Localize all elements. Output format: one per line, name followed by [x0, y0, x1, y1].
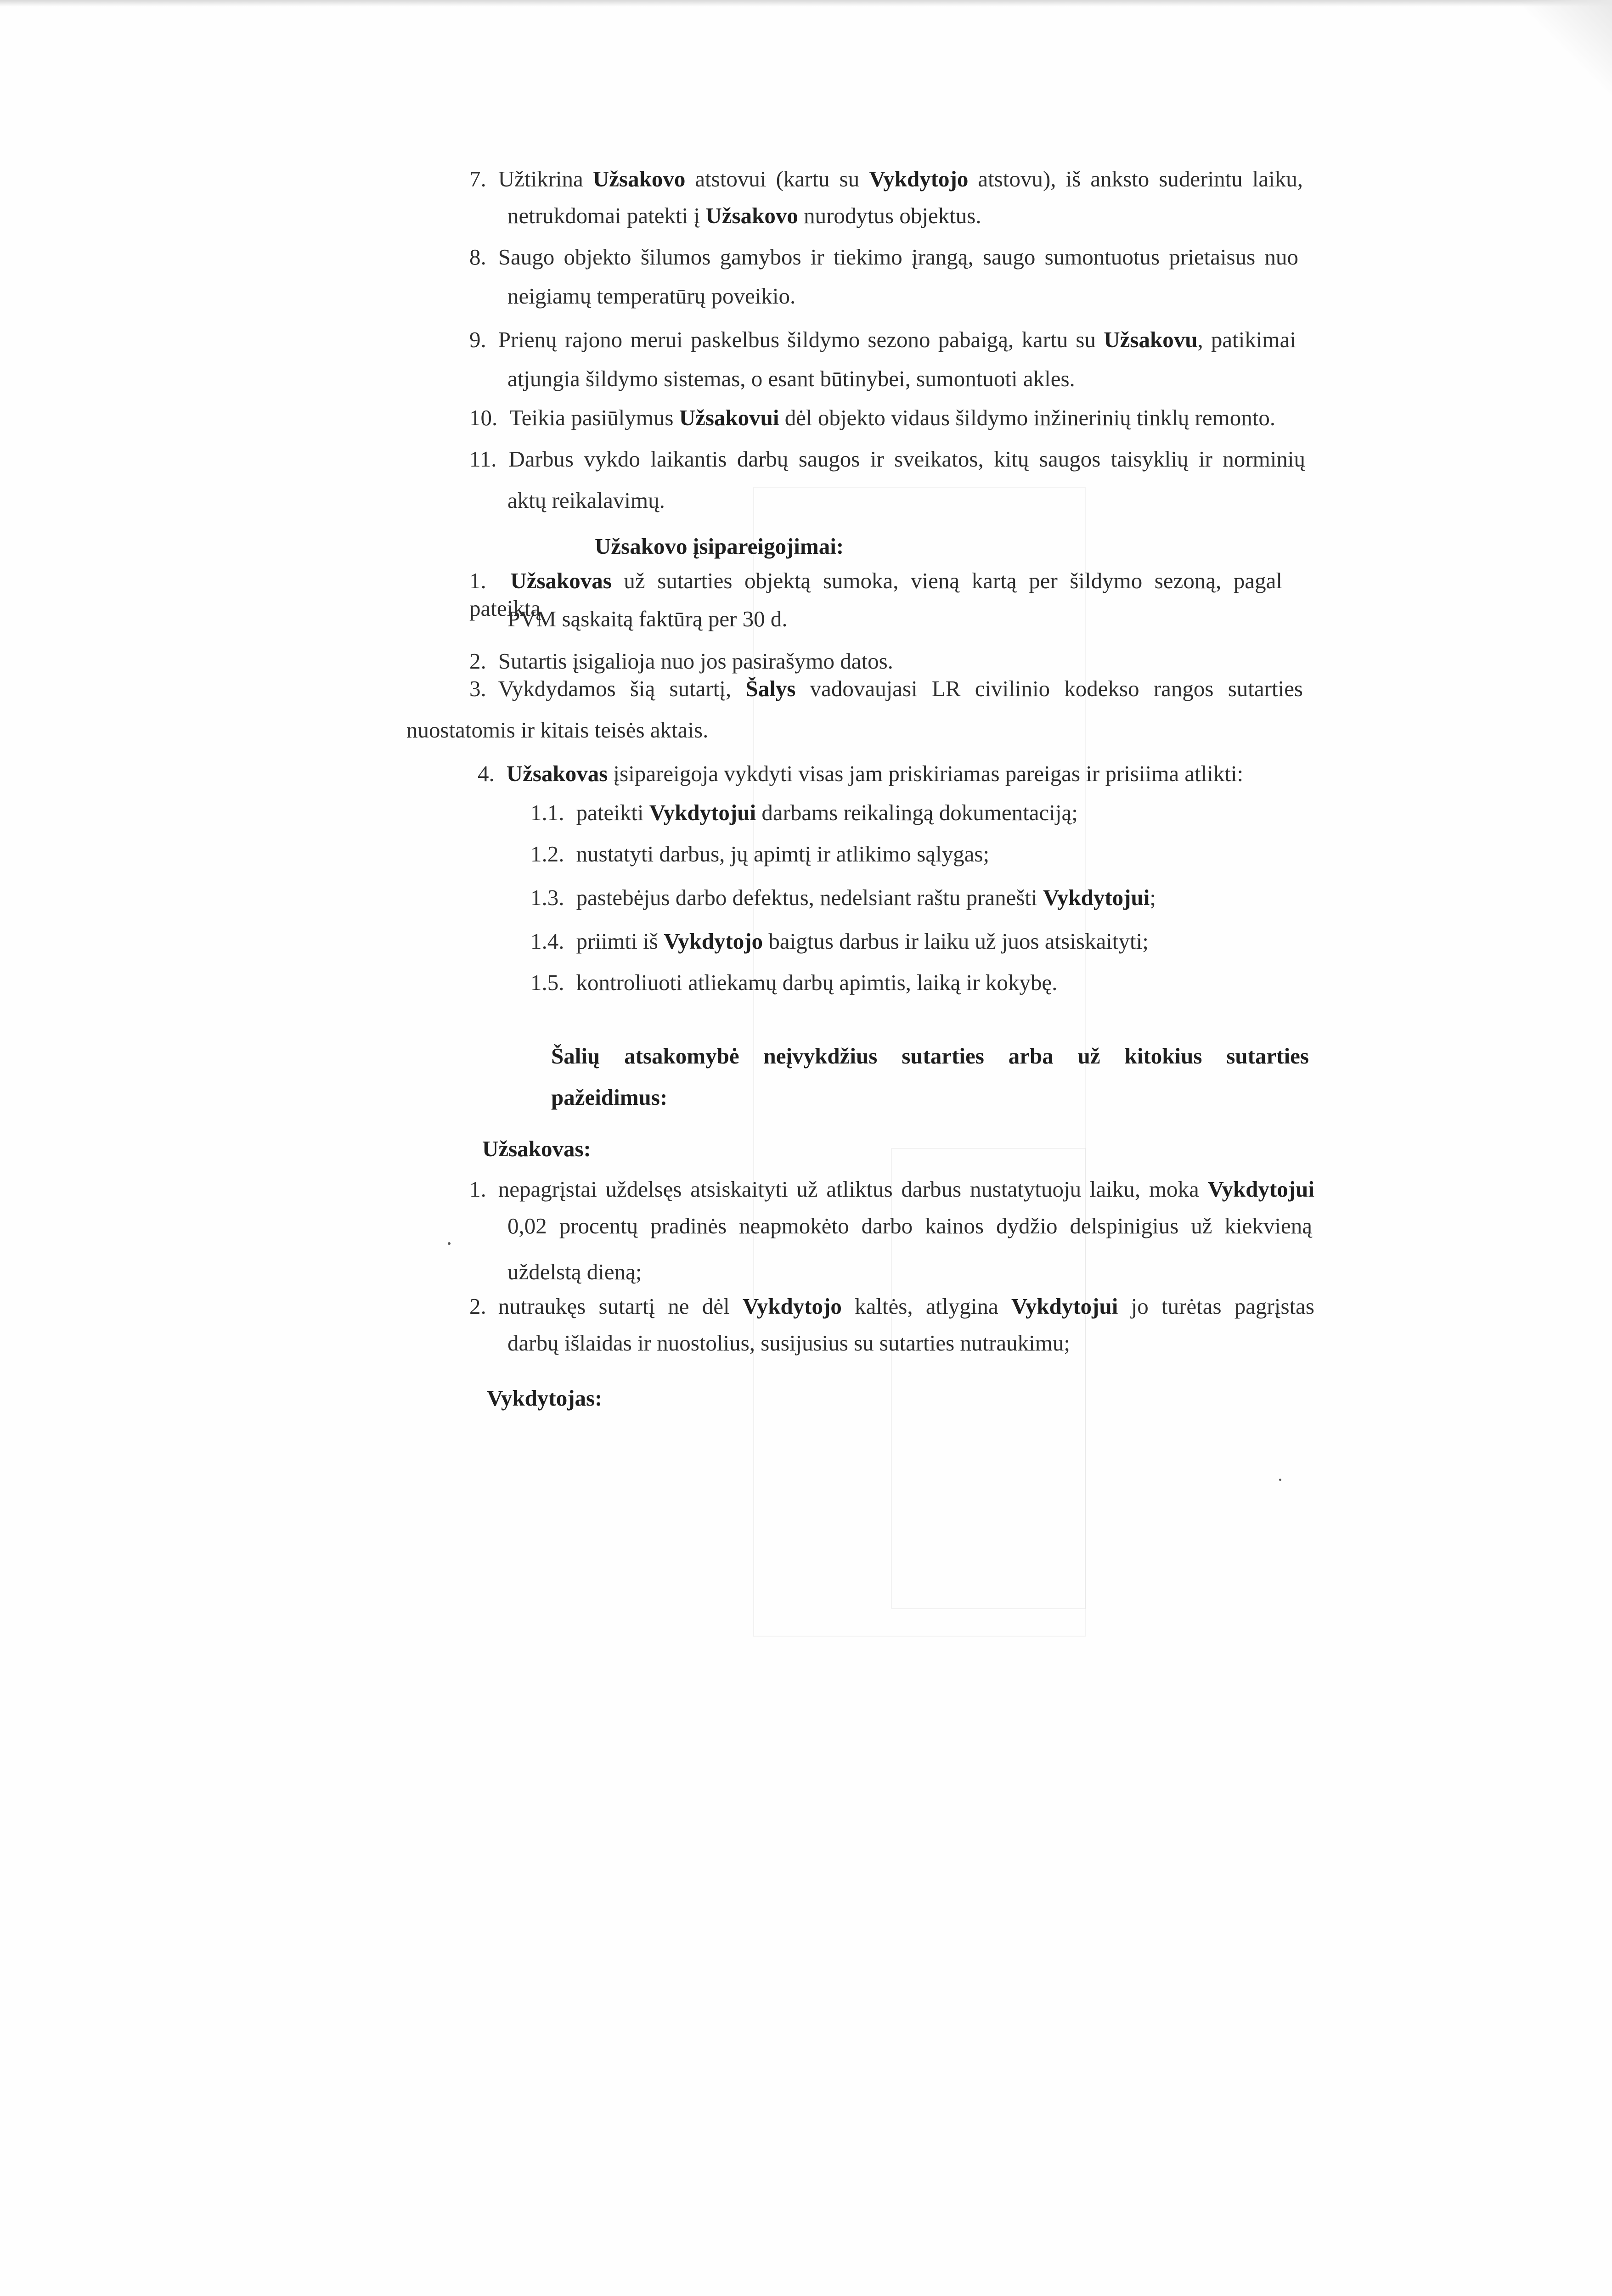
- obligation-item: [469, 404, 1275, 432]
- liability-item-2-cont: darbų išlaidas ir nuostolius, susijusius su sutarties nutraukimu;: [507, 1330, 1070, 1356]
- item-text: netrukdomai patekti į: [507, 203, 706, 228]
- item-text: ;: [1150, 885, 1156, 910]
- uzsakovo-subitem: [530, 928, 1149, 955]
- party-name: Užsakovo: [705, 203, 798, 228]
- item-text: už sutarties objektą sumoka, vieną kartą per šildymo sezoną, pagal pateiktą: [469, 568, 1283, 621]
- party-name: Vykdytojo: [869, 166, 969, 191]
- uzsakovo-item-2: [469, 647, 893, 675]
- item-number: 1.4.: [530, 929, 564, 954]
- uzsakovo-item-3: [469, 675, 1303, 703]
- vykdytojas-label: Vykdytojas:: [487, 1385, 603, 1411]
- obligation-item-cont: [507, 282, 795, 310]
- uzsakovo-item-3-cont: nuostatomis ir kitais teisės aktais.: [406, 717, 709, 743]
- liability-item-1: [469, 1176, 1314, 1203]
- item-text: , patikimai: [1197, 327, 1296, 352]
- item-text: Sutartis įsigalioja nuo jos pasirašymo datos.: [498, 648, 893, 674]
- item-text: nepagrįstai uždelsęs atsiskaityti už atliktus darbus nustatytuoju laiku, moka: [498, 1176, 1208, 1202]
- party-name: Užsakovui: [679, 405, 779, 430]
- scan-corner-shadow: [1511, 0, 1612, 119]
- item-number: 1.1.: [530, 800, 564, 825]
- item-text: nurodytus objektus.: [798, 203, 981, 228]
- item-text: atstovui (kartu su: [685, 166, 869, 191]
- item-number: 8.: [469, 244, 486, 270]
- party-name: Užsakovas: [510, 568, 612, 593]
- item-text: nutraukęs sutartį ne dėl: [498, 1294, 743, 1319]
- scan-speck: [448, 1242, 451, 1245]
- party-name: Vykdytojui: [1043, 885, 1150, 910]
- obligation-item-cont: [507, 365, 1075, 393]
- item-text: pateikti: [576, 800, 649, 825]
- party-name: Vykdytojui: [649, 800, 756, 825]
- item-text: įsipareigoja vykdyti visas jam priskiriamas pareigas ir prisiima atlikti:: [608, 761, 1244, 786]
- party-name: Vykdytojui: [1011, 1294, 1118, 1319]
- item-text: Vykdydamos šią sutartį,: [498, 676, 746, 701]
- obligation-item: [469, 243, 1298, 271]
- item-text: jo turėtas pagrįstas: [1118, 1294, 1314, 1319]
- item-text: darbams reikalingą dokumentaciją;: [756, 800, 1078, 825]
- item-number: 9.: [469, 327, 486, 352]
- liability-item-2: [469, 1293, 1314, 1320]
- item-text: atjungia šildymo sistemas, o esant būtinybei, sumontuoti akles.: [507, 366, 1075, 391]
- item-text: Saugo objekto šilumos gamybos ir tiekimo įrangą, saugo sumontuotus prietaisus nuo: [498, 244, 1298, 270]
- uzsakovo-item-4: [478, 760, 1243, 788]
- scan-speck: [1279, 1479, 1281, 1481]
- uzsakovo-subitem: [530, 799, 1078, 827]
- item-number: 1.: [469, 568, 486, 593]
- liability-heading-cont: pažeidimus:: [551, 1085, 668, 1110]
- item-number: 7.: [469, 166, 486, 191]
- party-name: Šalys: [745, 676, 796, 701]
- item-number: 1.5.: [530, 970, 564, 995]
- uzsakovo-item-1-cont: PVM sąskaitą faktūrą per 30 d.: [507, 606, 788, 631]
- item-number: 11.: [469, 446, 497, 472]
- item-text: kaltės, atlygina: [841, 1294, 1011, 1319]
- uzsakovo-subitem: [530, 969, 1057, 996]
- party-name: Užsakovu: [1104, 327, 1198, 352]
- item-text: aktų reikalavimų.: [507, 488, 665, 513]
- item-text: dėl objekto vidaus šildymo inžinerinių tinklų remonto.: [779, 405, 1276, 430]
- item-text: nustatyti darbus, jų apimtį ir atlikimo sąlygas;: [576, 841, 990, 867]
- uzsakovas-label: Užsakovas:: [482, 1136, 591, 1161]
- obligation-item: [469, 445, 1305, 473]
- item-text: atstovu), iš anksto suderintu laiku,: [968, 166, 1303, 191]
- item-number: 1.2.: [530, 841, 564, 867]
- obligation-item-cont: [507, 487, 665, 514]
- party-name: Vykdytojo: [664, 929, 763, 954]
- obligation-item-cont: [507, 202, 981, 230]
- obligation-item: [469, 165, 1303, 193]
- item-text: neigiamų temperatūrų poveikio.: [507, 283, 796, 309]
- item-text: Teikia pasiūlymus: [509, 405, 679, 430]
- item-number: 1.3.: [530, 885, 564, 910]
- item-number: 2.: [469, 1294, 486, 1319]
- item-text: Darbus vykdo laikantis darbų saugos ir sveikatos, kitų saugos taisyklių ir norminių: [508, 446, 1305, 472]
- obligation-item: [469, 326, 1296, 354]
- item-number: 4.: [478, 761, 495, 786]
- item-text: Prienų rajono merui paskelbus šildymo sezono pabaigą, kartu su: [498, 327, 1104, 352]
- item-number: 10.: [469, 405, 498, 430]
- item-number: 3.: [469, 676, 486, 701]
- liability-item-1-cont2: uždelstą dieną;: [507, 1259, 642, 1284]
- uzsakovo-obligations-heading: Užsakovo įsipareigojimai:: [595, 534, 844, 559]
- scan-top-edge: [0, 0, 1612, 6]
- liability-item-1-cont: 0,02 procentų pradinės neapmokėto darbo kainos dydžio delspinigius už kiekvieną: [507, 1213, 1312, 1238]
- party-name: Užsakovas: [506, 761, 608, 786]
- party-name: Užsakovo: [592, 166, 686, 191]
- item-text: priimti iš: [576, 929, 664, 954]
- item-text: Užtikrina: [498, 166, 593, 191]
- item-text: vadovaujasi LR civilinio kodekso rangos sutarties: [795, 676, 1303, 701]
- item-text: kontroliuoti atliekamų darbų apimtis, laiką ir kokybę.: [576, 970, 1058, 995]
- item-text: pastebėjus darbo defektus, nedelsiant raštu pranešti: [576, 885, 1043, 910]
- liability-heading: Šalių atsakomybė neįvykdžius sutarties arba už kitokius sutarties: [551, 1043, 1309, 1069]
- party-name: Vykdytojo: [742, 1294, 842, 1319]
- party-name: Vykdytojui: [1207, 1176, 1314, 1202]
- uzsakovo-subitem: [530, 884, 1156, 912]
- item-text: baigtus darbus ir laiku už juos atsiskaityti;: [763, 929, 1149, 954]
- item-number: 1.: [469, 1176, 486, 1202]
- item-number: 2.: [469, 648, 486, 674]
- uzsakovo-subitem: [530, 840, 989, 868]
